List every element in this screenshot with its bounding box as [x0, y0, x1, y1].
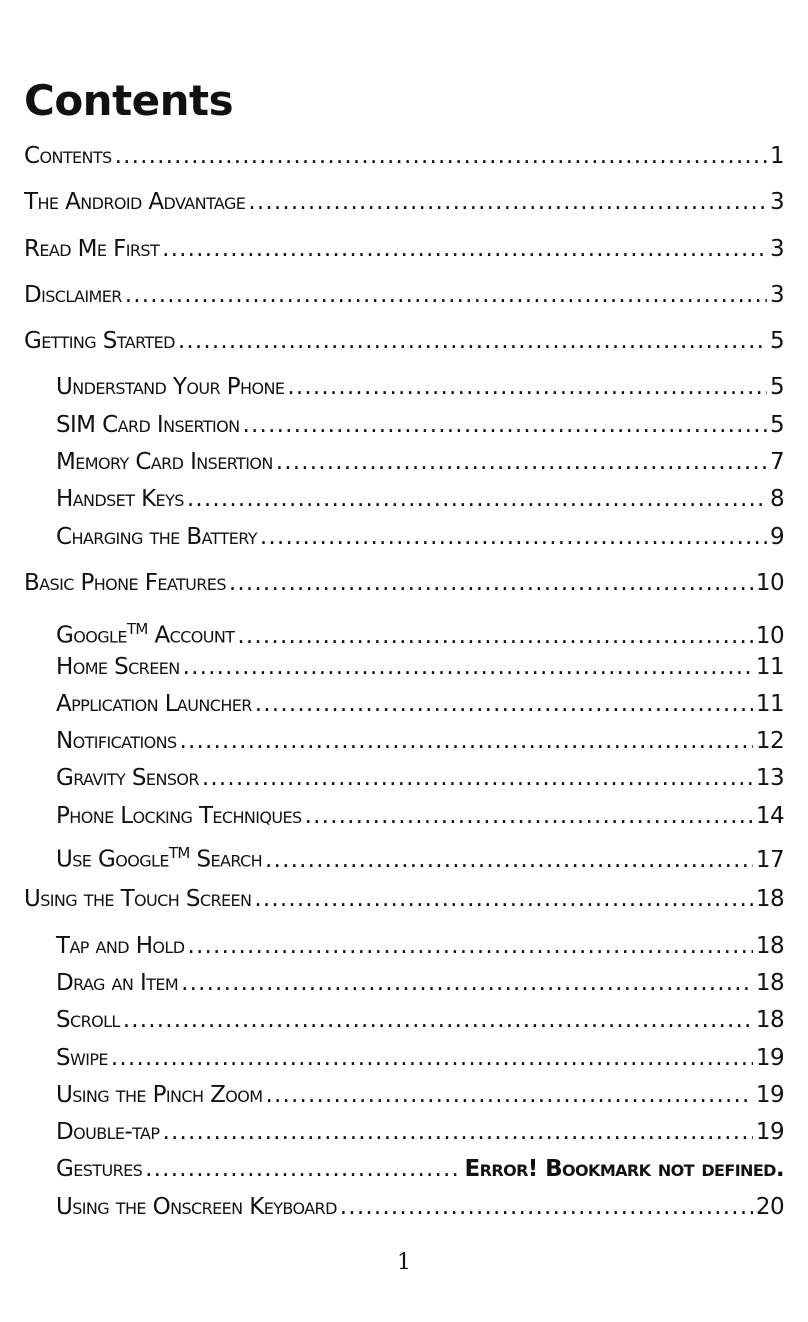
table-of-contents	[24, 138, 784, 1226]
toc-entry-label: Understand Your Phone	[56, 374, 285, 401]
toc-entry[interactable]	[24, 481, 784, 518]
toc-entry[interactable]	[24, 649, 784, 686]
toc-entry-label: Using the Touch Screen	[24, 886, 252, 913]
toc-entry[interactable]	[24, 444, 784, 481]
toc-entry[interactable]	[24, 1040, 784, 1077]
dot-leader	[181, 965, 753, 1002]
dot-leader	[237, 618, 753, 649]
toc-entry-page: 10	[755, 622, 784, 649]
toc-entry-page: 18	[755, 932, 784, 959]
toc-entry-page: 7	[769, 449, 784, 476]
toc-entry[interactable]	[24, 1077, 784, 1114]
toc-entry[interactable]	[24, 881, 784, 918]
toc-entry-label: Home Screen	[56, 653, 180, 680]
toc-entry-label: Tap and Hold	[56, 932, 185, 959]
toc-entry-label: Application Launcher	[56, 690, 252, 717]
toc-entry-label: Disclaimer	[24, 281, 122, 308]
toc-entry-page: 19	[755, 1081, 784, 1108]
toc-entry[interactable]	[24, 928, 784, 965]
toc-entry-label: Gestures	[56, 1156, 143, 1183]
dot-leader	[162, 231, 767, 268]
toc-entry-label: Basic Phone Features	[24, 569, 226, 596]
toc-entry-error: Error! Bookmark not defined.	[464, 1156, 784, 1183]
toc-entry-label: Notifications	[56, 728, 177, 755]
toc-entry[interactable]	[24, 611, 784, 648]
document-page	[24, 0, 784, 1322]
dot-leader	[340, 1189, 753, 1226]
toc-entry[interactable]	[24, 1189, 784, 1226]
toc-entry[interactable]	[24, 686, 784, 723]
toc-entry-page: 18	[755, 1007, 784, 1034]
dot-leader	[125, 277, 767, 314]
toc-entry-page: 18	[755, 886, 784, 913]
toc-entry-page: 13	[755, 765, 784, 792]
page-title: Contents	[24, 76, 234, 125]
dot-leader	[305, 798, 753, 835]
toc-entry-label: Use Google™ Search	[56, 844, 263, 873]
dot-leader	[265, 1077, 752, 1114]
dot-leader	[162, 1114, 752, 1151]
dot-leader	[229, 565, 753, 602]
toc-entry[interactable]	[24, 965, 784, 1002]
dot-leader	[180, 723, 753, 760]
toc-entry-label: Google™ Account	[56, 620, 235, 649]
toc-entry[interactable]	[24, 231, 784, 268]
toc-entry-page: 1	[769, 143, 784, 169]
dot-leader	[183, 649, 753, 686]
toc-entry-label: Handset Keys	[56, 486, 184, 513]
toc-entry[interactable]	[24, 1151, 784, 1188]
toc-entry-page: 5	[769, 411, 784, 438]
toc-entry-label: Memory Card Insertion	[56, 449, 273, 476]
toc-entry[interactable]	[24, 184, 784, 221]
toc-entry[interactable]	[24, 723, 784, 760]
toc-entry-page: 3	[769, 281, 784, 308]
dot-leader	[202, 760, 753, 797]
toc-entry-page: 11	[755, 690, 784, 717]
toc-entry-label: Using the Onscreen Keyboard	[56, 1193, 337, 1220]
toc-entry-label: SIM Card Insertion	[56, 411, 240, 438]
toc-entry-label: Read Me First	[24, 235, 160, 262]
dot-leader	[265, 842, 753, 873]
toc-entry-label: Contents	[24, 143, 112, 169]
toc-entry-label: Charging the Battery	[56, 523, 257, 550]
page-number: 1	[397, 1250, 411, 1275]
toc-entry[interactable]	[24, 323, 784, 360]
toc-entry-page: 9	[769, 523, 784, 550]
toc-entry-label: Drag an Item	[56, 969, 179, 996]
dot-leader	[254, 881, 753, 918]
toc-entry-label: Swipe	[56, 1044, 108, 1071]
toc-entry[interactable]	[24, 138, 784, 175]
toc-entry[interactable]	[24, 369, 784, 406]
toc-entry-page: 19	[755, 1119, 784, 1146]
dot-leader	[178, 323, 767, 360]
toc-entry[interactable]	[24, 760, 784, 797]
toc-entry-page: 17	[755, 846, 784, 873]
dot-leader	[123, 1002, 753, 1039]
trademark-mark: TM	[168, 844, 190, 863]
toc-entry-page: 5	[769, 374, 784, 401]
dot-leader	[243, 407, 767, 444]
toc-entry-page: 19	[755, 1044, 784, 1071]
toc-entry-page: 3	[769, 189, 784, 216]
toc-entry[interactable]	[24, 277, 784, 314]
dot-leader	[255, 686, 753, 723]
toc-entry-label: Using the Pinch Zoom	[56, 1081, 263, 1108]
toc-entry-page: 18	[755, 969, 784, 996]
dot-leader	[187, 481, 767, 518]
dot-leader	[145, 1151, 461, 1188]
toc-entry-page: 5	[769, 328, 784, 355]
toc-entry[interactable]	[24, 565, 784, 602]
toc-entry-page: 20	[755, 1193, 784, 1220]
toc-entry-label: Getting Started	[24, 328, 175, 355]
toc-entry[interactable]	[24, 1114, 784, 1151]
dot-leader	[260, 519, 767, 556]
toc-entry-page: 12	[755, 728, 784, 755]
toc-entry[interactable]	[24, 798, 784, 835]
dot-leader	[187, 928, 752, 965]
toc-entry-label: Gravity Sensor	[56, 765, 199, 792]
toc-entry[interactable]	[24, 835, 784, 872]
toc-entry-page: 10	[755, 569, 784, 596]
toc-entry-label: Phone Locking Techniques	[56, 802, 302, 829]
toc-entry-label: Scroll	[56, 1007, 120, 1034]
dot-leader	[115, 138, 767, 175]
toc-entry-page: 3	[769, 235, 784, 262]
toc-entry-label: Double-tap	[56, 1119, 160, 1146]
dot-leader	[111, 1040, 753, 1077]
trademark-mark: TM	[126, 620, 148, 639]
toc-entry[interactable]	[24, 407, 784, 444]
toc-entry-label: The Android Advantage	[24, 189, 246, 216]
toc-entry-page: 11	[755, 653, 784, 680]
dot-leader	[248, 184, 767, 221]
dot-leader	[287, 369, 767, 406]
toc-entry[interactable]	[24, 1002, 784, 1039]
dot-leader	[276, 444, 767, 481]
toc-entry[interactable]	[24, 519, 784, 556]
toc-entry-page: 14	[755, 802, 784, 829]
toc-entry-page: 8	[769, 486, 784, 513]
